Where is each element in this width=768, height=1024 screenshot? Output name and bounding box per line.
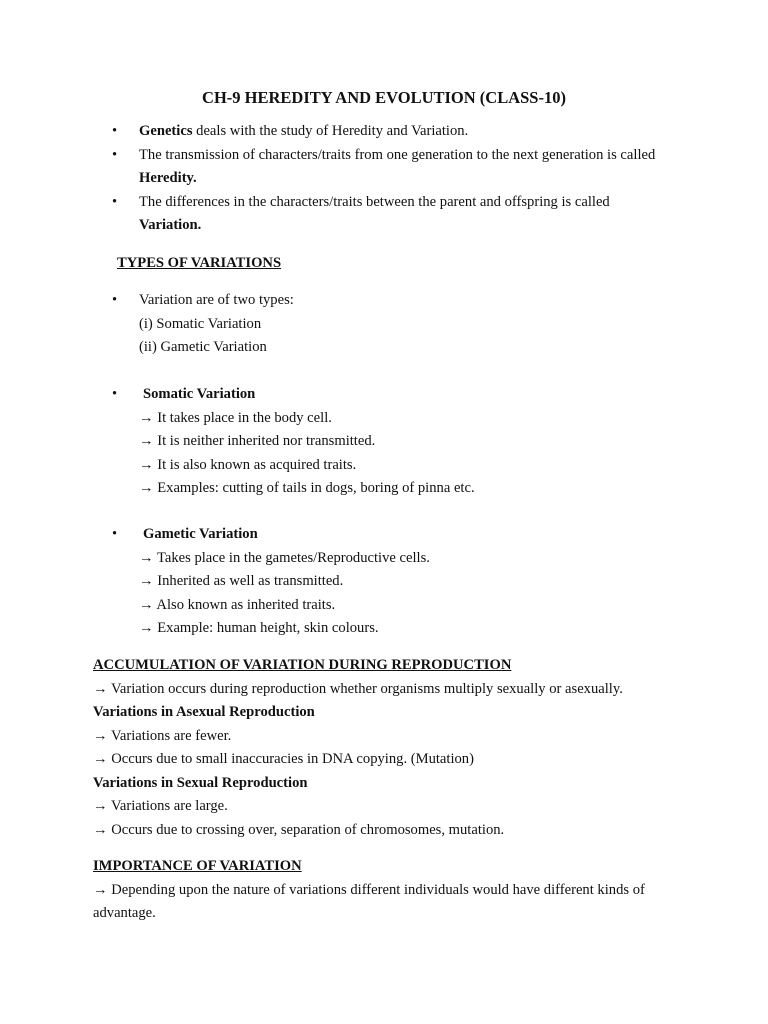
importance-line: → Depending upon the nature of variations different individuals would have different kinds of advantage.	[93, 881, 645, 921]
bullet-icon: •	[112, 123, 118, 139]
somatic-line: → It is neither inherited nor transmitted.	[139, 433, 376, 449]
asexual-line: → Variations are fewer.	[93, 727, 232, 744]
list-item	[112, 289, 672, 360]
gametic-line: → Example: human height, skin colours.	[139, 620, 379, 636]
term-genetics: Genetics	[139, 123, 193, 139]
type-somatic: (i) Somatic Variation	[139, 315, 262, 332]
bullet-icon: •	[112, 193, 118, 210]
types-intro: Variation are of two types:	[139, 292, 294, 308]
somatic-line: → It is also known as acquired traits.	[139, 456, 357, 473]
accumulation-section	[93, 654, 693, 842]
definition-text: deals with the study of Heredity and Variation.	[192, 123, 469, 139]
accumulation-line: → Variation occurs during reproduction whether organisms multiply sexually or asexually.	[93, 680, 623, 697]
asexual-line: → Occurs due to small inaccuracies in DNA copying. (Mutation)	[93, 751, 474, 767]
bullet-icon: •	[112, 292, 118, 308]
sexual-line: → Occurs due to crossing over, separation of chromosomes, mutation.	[93, 821, 505, 838]
somatic-line: → Examples: cutting of tails in dogs, boring of pinna etc.	[139, 480, 475, 496]
types-list	[112, 289, 672, 360]
list-item	[112, 191, 672, 238]
importance-section	[93, 855, 693, 926]
gametic-line: → Also known as inherited traits.	[139, 596, 336, 613]
bullet-icon: •	[112, 386, 118, 402]
type-gametic: (ii) Gametic Variation	[139, 339, 267, 355]
list-item	[112, 523, 672, 547]
somatic-section	[112, 383, 672, 501]
list-item	[112, 120, 672, 144]
term-heredity: Heredity.	[139, 170, 197, 186]
bullet-icon: •	[112, 146, 118, 163]
gametic-line: → Inherited as well as transmitted.	[139, 573, 344, 589]
gametic-line: → Takes place in the gametes/Reproductive cells.	[139, 549, 430, 566]
accumulation-heading: ACCUMULATION OF VARIATION DURING REPRODUCTION	[93, 657, 512, 673]
somatic-line: → It takes place in the body cell.	[139, 409, 332, 426]
sexual-line: → Variations are large.	[93, 798, 228, 814]
importance-heading: IMPORTANCE OF VARIATION	[93, 858, 302, 874]
somatic-heading: Somatic Variation	[143, 386, 256, 402]
asexual-heading: Variations in Asexual Reproduction	[93, 704, 315, 720]
gametic-heading: Gametic Variation	[143, 526, 258, 542]
term-variation: Variation.	[139, 217, 202, 233]
gametic-section	[112, 523, 672, 641]
sexual-heading: Variations in Sexual Reproduction	[93, 774, 308, 791]
definition-text: The differences in the characters/traits between the parent and offspring is called	[139, 193, 610, 210]
list-item	[112, 383, 672, 407]
intro-bullet-list	[112, 120, 672, 238]
types-heading: TYPES OF VARIATIONS	[117, 255, 282, 271]
bullet-icon: •	[112, 526, 118, 542]
list-item	[112, 144, 672, 191]
definition-text: The transmission of characters/traits from one generation to the next generation is called	[139, 146, 656, 163]
page-title: CH-9 HEREDITY AND EVOLUTION (CLASS-10)	[202, 88, 566, 107]
